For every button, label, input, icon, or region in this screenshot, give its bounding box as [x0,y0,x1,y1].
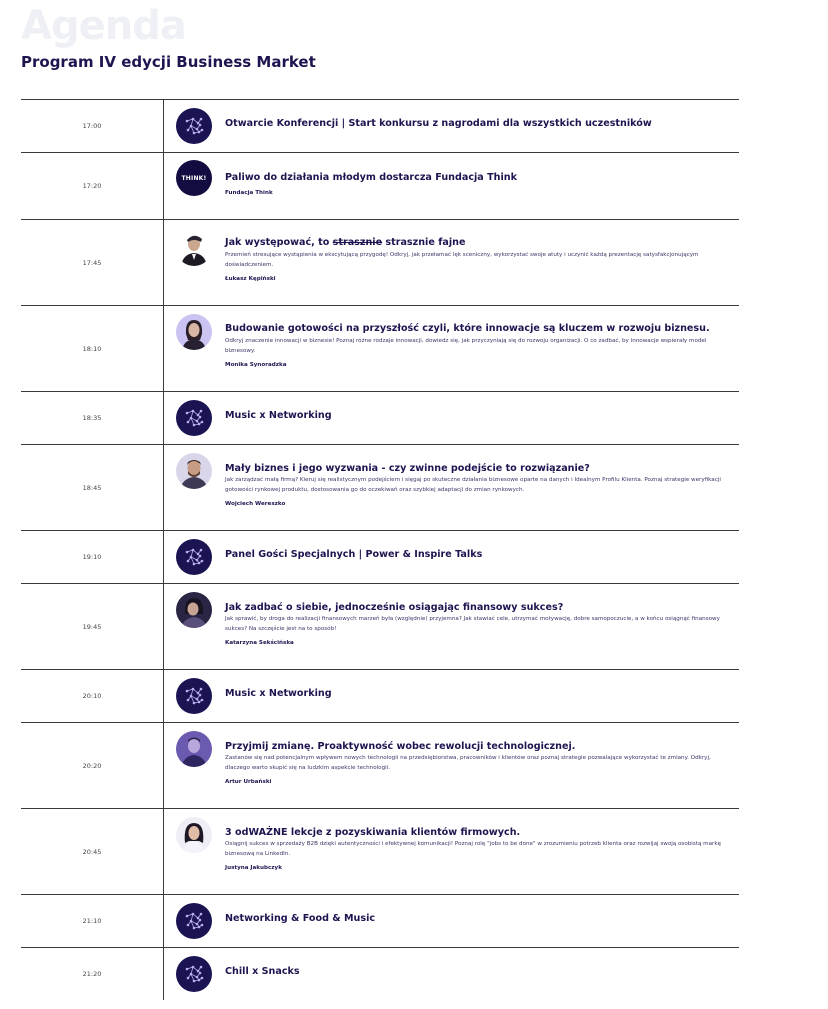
speaker-photo-icon [176,817,212,853]
agenda-title: Jak zadbać o siebie, jednocześnie osiągając finansowy sukces? [225,602,564,613]
agenda-content [164,531,739,583]
agenda-time: 21:10 [21,895,164,947]
agenda-speaker: Łukasz Kępiński [225,276,276,282]
agenda-title: Panel Gości Specjalnych | Power & Inspire Talks [225,549,483,560]
agenda-time: 20:20 [21,723,164,808]
agenda-row [21,895,739,948]
agenda-description: Jak zarządzać małą firmą? Kieruj się realistycznym podejściem i sięgaj po skuteczne działania biznesowe oparte na danych i Idealnym Profilu Klienta. Poznaj strategie weryfikacji gotowości rynkowej produktu, dostosowania go do oczekiwań oraz szybkiej adaptacji do zmian rynkowych. [225,477,721,493]
agenda-content [164,948,739,1000]
agenda-time: 18:45 [21,445,164,530]
agenda-content [164,809,739,894]
agenda-row [21,723,739,809]
network-logo-icon [176,539,212,575]
speaker-photo-icon [176,592,212,628]
agenda-speaker: Fundacja Think [225,190,273,196]
agenda-time: 20:10 [21,670,164,722]
agenda-content [164,220,739,305]
agenda-time: 19:10 [21,531,164,583]
network-logo-icon [176,108,212,144]
agenda-content [164,723,739,808]
agenda-title: Music x Networking [225,410,332,421]
agenda-description: Przemień stresujące wystąpienia w ekscytującą przygodę! Odkryj, jak przełamać lęk sceniczny, wykorzystać swoje atuty i uczynić każdą prezentację satysfakcjonującym doświadczeniem. [225,252,699,268]
agenda-title: Przyjmij zmianę. Proaktywność wobec rewolucji technologicznej. [225,741,576,752]
network-logo-icon [176,956,212,992]
agenda-content [164,584,739,669]
speaker-photo-icon [176,453,212,489]
agenda-row [21,948,739,1000]
agenda-description: Zastanów się nad potencjalnym wpływem nowych technologii na przedsiębiorstwa, pracowników i klientów oraz poznaj strategie pozwalające wykorzystać te zmiany. Odkryj, dlaczego warto skupić się na ludzkim aspekcie technologii. [225,755,711,771]
agenda-title: Networking & Food & Music [225,913,376,924]
agenda-title: 3 odWAŻNE lekcje z pozyskiwania klientów firmowych. [225,827,521,838]
agenda-description: Odkryj znaczenie innowacji w biznesie! Poznaj różne rodzaje innowacji, dowiedz się, jak przyczyniają się do rozwoju organizacji. O co zadbać, by innowacje wspierały model biznesowy. [225,338,707,354]
agenda-speaker: Justyna Jakubczyk [225,865,282,871]
agenda-description: Osiągnij sukces w sprzedaży B2B dzięki autentyczności i efektywnej komunikacji! Poznaj rolę "jobs to be done" w zrozumieniu potrzeb klienta oraz rozwijaj swoją osobistą markę biznesową na LinkedIn. [225,841,722,857]
agenda-content [164,100,739,152]
agenda-row [21,531,739,584]
agenda-time: 20:45 [21,809,164,894]
think-logo-icon: THINK! [176,160,212,196]
agenda-table [21,99,739,1000]
agenda-row [21,392,739,445]
page-title: Program IV edycji Business Market [21,53,316,71]
agenda-speaker: Artur Urbański [225,779,272,785]
agenda-time: 17:20 [21,153,164,219]
agenda-speaker: Katarzyna Sekścińska [225,640,294,646]
agenda-time: 19:45 [21,584,164,669]
agenda-row [21,809,739,895]
agenda-time: 18:10 [21,306,164,391]
agenda-time: 18:35 [21,392,164,444]
agenda-row [21,584,739,670]
network-logo-icon [176,400,212,436]
agenda-row [21,445,739,531]
agenda-title: Jak występować, to strasznie strasznie fajne [225,237,466,248]
agenda-speaker: Wojciech Wereszko [225,501,286,507]
speaker-photo-icon [176,230,212,266]
agenda-row [21,153,739,220]
agenda-speaker: Monika Synoradzka [225,362,287,368]
agenda-title: Chill x Snacks [225,966,300,977]
network-logo-icon [176,678,212,714]
agenda-description: Jak sprawić, by droga do realizacji finansowych marzeń była (względnie) przyjemna? Jak stawiać cele, utrzymać motywację, dobre samopoczucie, a w końcu osiągnąć finansowy sukces? Na szczęście jest na to sposób! [225,616,720,632]
speaker-photo-icon [176,314,212,350]
agenda-title: Music x Networking [225,688,332,699]
agenda-title: Paliwo do działania młodym dostarcza Fundacja Think [225,172,517,183]
agenda-row [21,670,739,723]
agenda-content [164,392,739,444]
agenda-content [164,153,739,219]
speaker-photo-icon [176,731,212,767]
agenda-content [164,895,739,947]
agenda-time: 21:20 [21,948,164,1000]
agenda-content [164,670,739,722]
agenda-row [21,220,739,306]
agenda-row [21,306,739,392]
agenda-title: Mały biznes i jego wyzwania - czy zwinne podejście to rozwiązanie? [225,463,590,474]
agenda-content [164,445,739,530]
agenda-heading-watermark: Agenda [21,3,186,49]
agenda-title: Budowanie gotowości na przyszłość czyli, które innowacje są kluczem w rozwoju biznesu. [225,323,710,334]
agenda-time: 17:00 [21,100,164,152]
network-logo-icon [176,903,212,939]
agenda-title: Otwarcie Konferencji | Start konkursu z nagrodami dla wszystkich uczestników [225,118,652,129]
agenda-time: 17:45 [21,220,164,305]
agenda-content [164,306,739,391]
agenda-row [21,100,739,153]
